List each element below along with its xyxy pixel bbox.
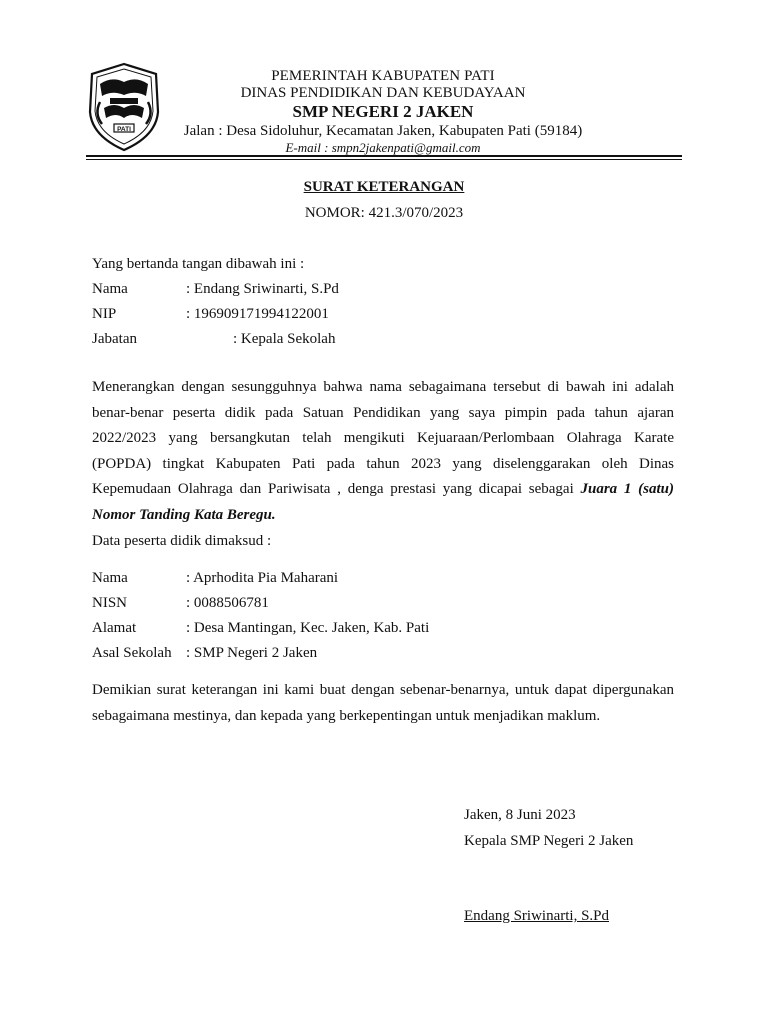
school-name: SMP NEGERI 2 JAKEN <box>292 102 474 121</box>
document-number: NOMOR: 421.3/070/2023 <box>304 205 464 221</box>
student-name-value: : Aprhodita Pia Maharani <box>186 570 339 586</box>
statement-paragraph <box>92 375 674 529</box>
achievement-text: Juara 1 (satu) Nomor Tanding Kata Beregu. <box>92 481 674 523</box>
student-address-value: : Desa Mantingan, Kec. Jaken, Kab. Pati <box>186 620 430 636</box>
document-title: SURAT KETERANGAN <box>303 179 465 195</box>
government-line: PEMERINTAH KABUPATEN PATI <box>271 68 495 84</box>
agency-line: DINAS PENDIDIKAN DAN KEBUDAYAAN <box>240 85 526 101</box>
emblem-text: PATI <box>117 126 131 133</box>
place-date: Jaken, 8 Juni 2023 <box>464 807 576 823</box>
student-school-label: Asal Sekolah <box>92 645 172 661</box>
student-address-label: Alamat <box>92 620 137 636</box>
letterhead-divider <box>86 155 682 157</box>
signer-role: Kepala SMP Negeri 2 Jaken <box>464 833 634 849</box>
signer-signature-name: Endang Sriwinarti, S.Pd <box>464 908 609 924</box>
student-nisn-label: NISN <box>92 595 128 611</box>
student-school-value: : SMP Negeri 2 Jaken <box>186 645 318 661</box>
signer-name-label: Nama <box>92 281 128 297</box>
signer-position-value: : Kepala Sekolah <box>233 331 336 347</box>
letterhead-divider-thin <box>86 159 682 160</box>
student-intro: Data peserta didik dimaksud : <box>92 533 272 549</box>
student-nisn-value: : 0088506781 <box>186 595 269 611</box>
signer-name-value: : Endang Sriwinarti, S.Pd <box>186 281 339 297</box>
letterhead <box>168 68 598 156</box>
closing-paragraph: Demikian surat keterangan ini kami buat dengan sebenar-benarnya, untuk dapat dipergunakan sebagaimana mestinya, dan kepada yang berkepentingan untuk menjadikan maklum. <box>92 682 674 724</box>
school-address: Jalan : Desa Sidoluhur, Kecamatan Jaken, Kabupaten Pati (59184) <box>183 123 583 139</box>
student-name-label: Nama <box>92 570 128 586</box>
signer-position-label: Jabatan <box>92 331 137 347</box>
school-email: E-mail : smpn2jakenpati@gmail.com <box>285 140 481 155</box>
signer-nip-label: NIP <box>92 306 117 322</box>
intro-text: Yang bertanda tangan dibawah ini : <box>92 256 305 272</box>
signer-nip-value: : 196909171994122001 <box>186 306 329 322</box>
regency-emblem-logo <box>86 62 162 152</box>
statement-text: Menerangkan dengan sesungguhnya bahwa nama sebagaimana tersebut di bawah ini adalah benar-benar peserta didik pada Satuan Pendidikan yang saya pimpin pada tahun ajaran 2022/2023 yang bersangkutan telah mengikuti Kejuaraan/Perlombaan Olahraga Karate (POPDA) tingkat Kabupaten Pati pada tahun 2023 yang diselenggarakan oleh Dinas Kepemudaan Olahraga dan Pariwisata , denga prestasi yang dicapai sebagai <box>92 379 674 498</box>
